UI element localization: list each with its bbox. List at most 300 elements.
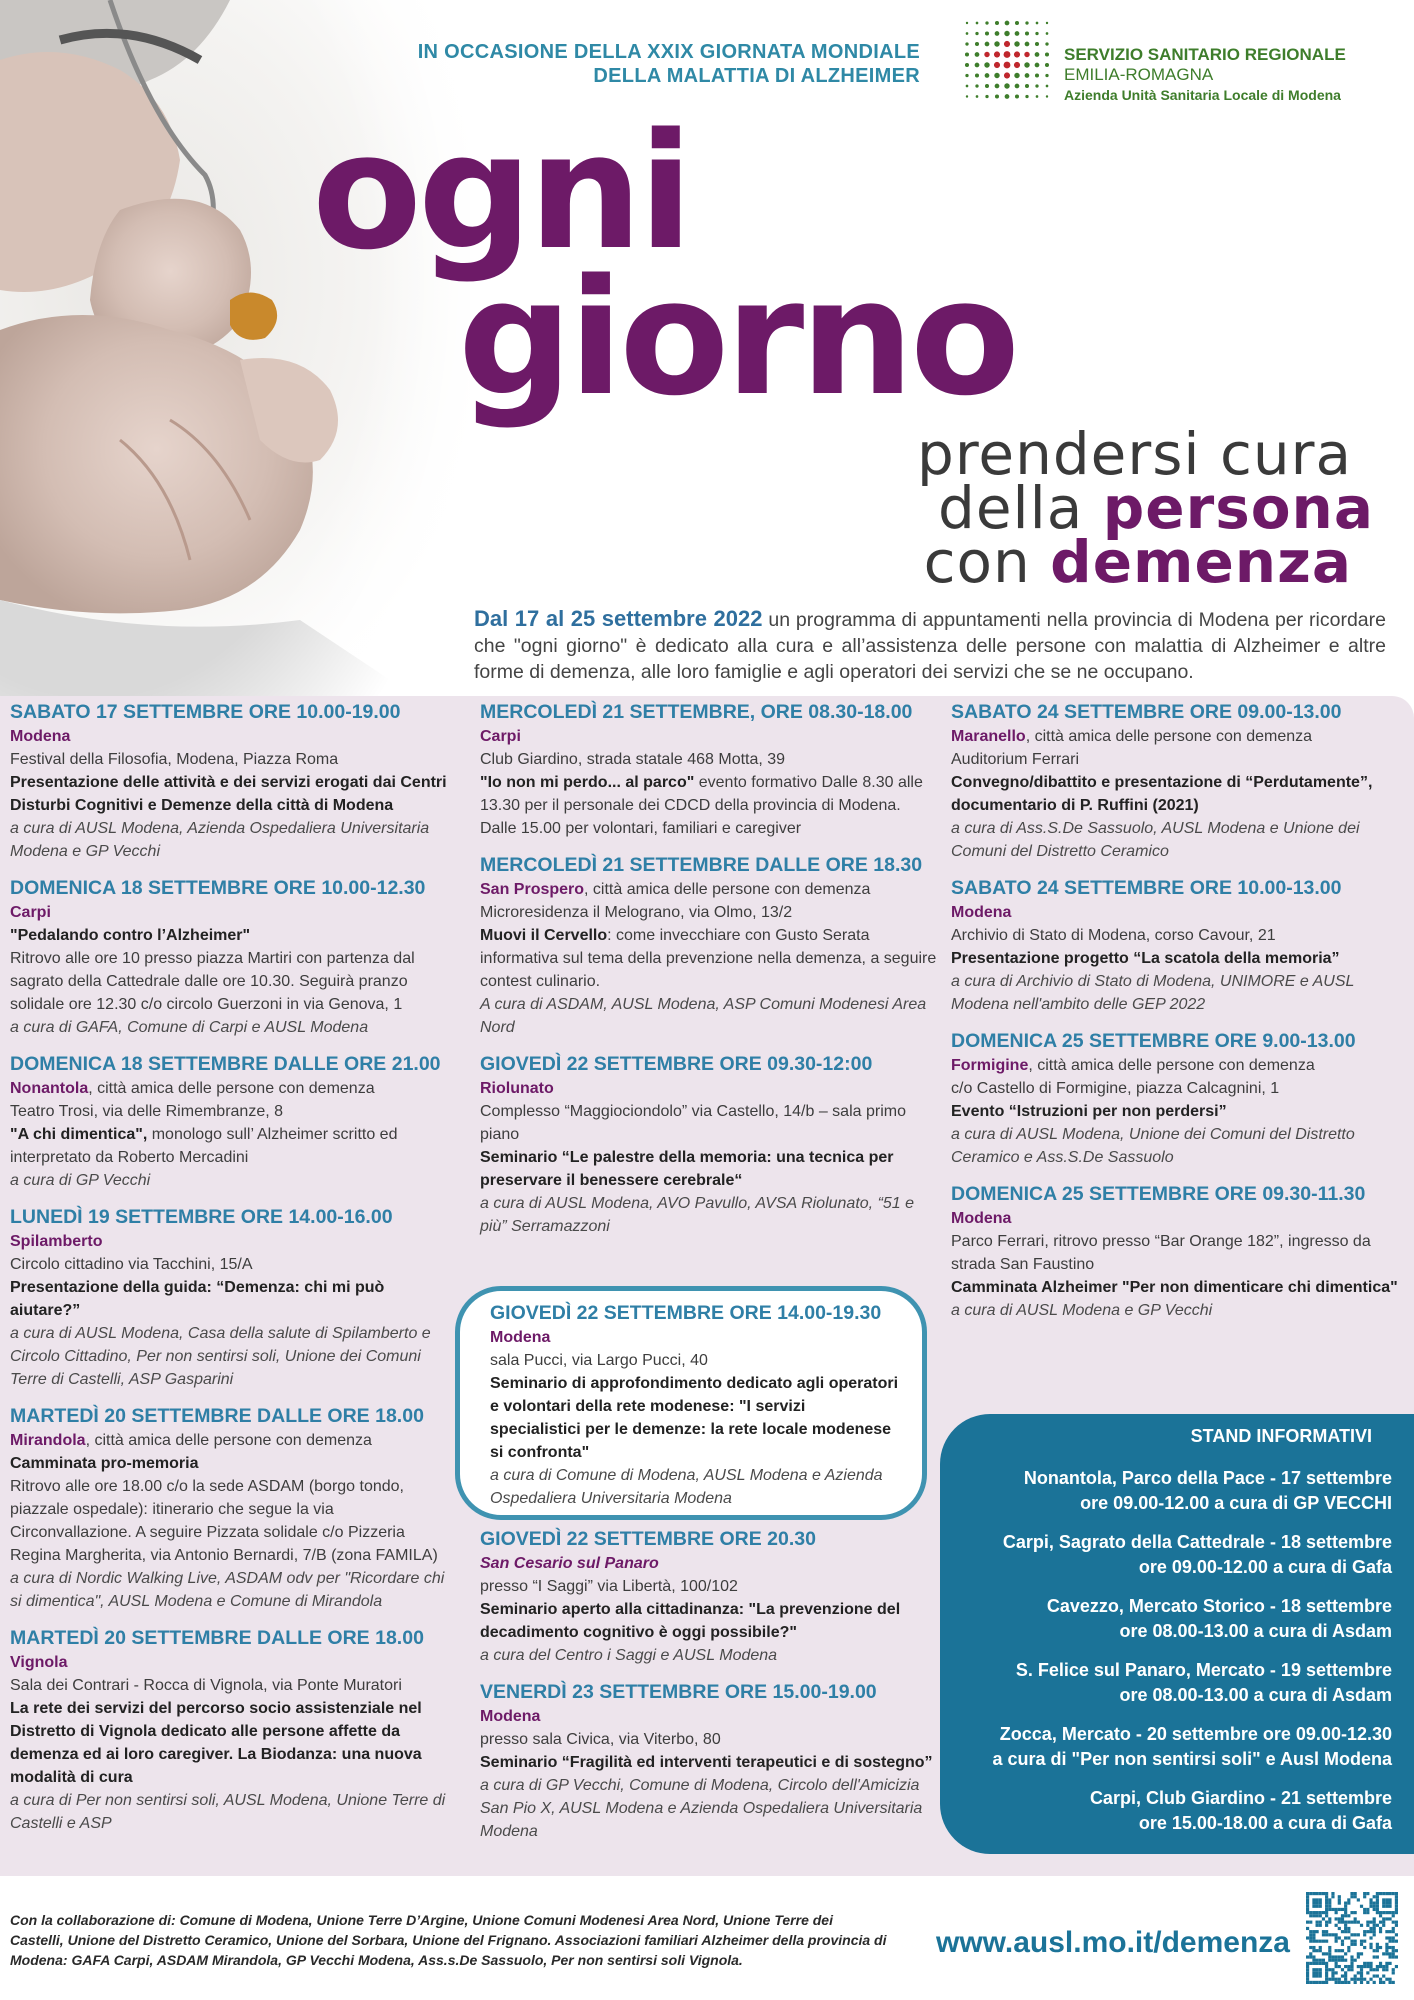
qr-module [1341,1959,1344,1962]
title-word-1: ogni [312,98,690,285]
qr-module [1379,1978,1382,1981]
qr-code-icon[interactable] [1306,1892,1398,1984]
qr-module [1335,1959,1338,1962]
qr-module [1312,1930,1315,1933]
event-body [480,1751,940,1774]
qr-module [1379,1927,1382,1930]
qr-module [1354,1911,1357,1914]
event-body [10,771,450,817]
logo-dot [1035,84,1038,87]
qr-module [1325,1952,1328,1955]
qr-module [1382,1892,1385,1895]
qr-module [1385,1892,1388,1895]
qr-module [1347,1927,1350,1930]
qr-module [1319,1949,1322,1952]
event-title: Evento “Istruzioni per non perdersi” [951,1103,1227,1120]
qr-module [1325,1940,1328,1943]
qr-module [1360,1952,1363,1955]
qr-module [1388,1892,1391,1895]
event-body [10,1123,450,1169]
logo-dot [1035,32,1038,35]
highlight-event-content [490,1301,900,1510]
qr-module [1312,1955,1315,1958]
qr-module [1338,1927,1341,1930]
qr-module [1325,1914,1328,1917]
event-town [480,1077,940,1100]
logo-dot [966,85,969,88]
qr-module [1335,1971,1338,1974]
qr-module [1392,1952,1395,1955]
qr-module [1344,1981,1347,1984]
qr-module [1385,1968,1388,1971]
event-item [10,1205,450,1391]
qr-module [1376,1902,1379,1905]
website-link[interactable]: www.ausl.mo.it/demenza [936,1926,1290,1959]
logo-dot [1046,22,1048,24]
qr-module [1319,1968,1322,1971]
logo-dot [975,84,978,87]
qr-module [1379,1892,1382,1895]
qr-module [1341,1955,1344,1958]
logo-dot [1025,21,1028,24]
stand-line-1: Zocca, Mercato - 20 settembre ore 09.00-12.30 [999,1724,1392,1744]
qr-module [1312,1962,1315,1965]
qr-module [1306,1974,1309,1977]
qr-module [1392,1940,1395,1943]
qr-module [1335,1933,1338,1936]
qr-module [1395,1898,1398,1901]
qr-module [1347,1921,1350,1924]
qr-module [1363,1895,1366,1898]
event-body [10,1276,450,1322]
qr-module [1312,1959,1315,1962]
qr-module [1354,1895,1357,1898]
qr-module [1316,1949,1319,1952]
logo-dot [965,42,968,45]
qr-module [1373,1949,1376,1952]
logo-dot [1005,94,1010,99]
qr-module [1385,1949,1388,1952]
qr-module [1319,1940,1322,1943]
event-title: Presentazione progetto “La scatola della memoria” [951,950,1340,967]
qr-module [1341,1949,1344,1952]
event-date: GIOVEDÌ 22 SETTEMBRE ORE 14.00-19.30 [490,1302,882,1324]
qr-module [1316,1930,1319,1933]
qr-module [1341,1914,1344,1917]
stand-item [960,1786,1392,1836]
event-organizers: a cura di AUSL Modena e GP Vecchi [951,1302,1213,1319]
qr-module [1376,1965,1379,1968]
qr-module [1319,1971,1322,1974]
event-date: DOMENICA 18 SETTEMBRE DALLE ORE 21.00 [10,1053,441,1075]
logo-dot [984,62,989,67]
qr-module [1309,1940,1312,1943]
event-town-name: Formigine [951,1057,1029,1074]
event-place: Circolo cittadino via Tacchini, 15/A [10,1256,253,1273]
logo-dot [1014,73,1019,78]
qr-module [1331,1968,1334,1971]
subtitle-line-2-plain: della [938,474,1103,542]
qr-module [1379,1914,1382,1917]
qr-module [1382,1917,1385,1920]
logo-dot [1004,62,1011,69]
qr-module [1344,1936,1347,1939]
qr-module [1319,1981,1322,1984]
qr-module [1373,1902,1376,1905]
logo-dot [984,52,989,57]
qr-module [1376,1949,1379,1952]
logo-dot [966,22,968,24]
qr-module [1322,1892,1325,1895]
qr-module [1319,1959,1322,1962]
qr-module [1344,1914,1347,1917]
qr-module [1306,1892,1309,1895]
events-column-2-bottom [480,1527,940,1856]
stand-item [960,1722,1392,1772]
qr-module [1350,1943,1353,1946]
qr-module [1354,1981,1357,1984]
qr-module [1328,1968,1331,1971]
qr-module [1382,1968,1385,1971]
qr-module [1376,1898,1379,1901]
qr-module [1363,1940,1366,1943]
logo-dot [994,62,1000,68]
event-town [10,725,450,748]
qr-module [1369,1968,1372,1971]
logo-dot [985,84,989,88]
event-town-name: Vignola [10,1654,68,1671]
qr-module [1341,1917,1344,1920]
event-organizers: a cura di AUSL Modena, Unione dei Comuni del Distretto Ceramico e Ass.S.De Sassuolo [951,1126,1355,1166]
qr-module [1369,1965,1372,1968]
qr-module [1335,1908,1338,1911]
qr-module [1382,1902,1385,1905]
logo-dot [1025,73,1030,78]
qr-module [1306,1927,1309,1930]
qr-module [1347,1902,1350,1905]
qr-module [1388,1955,1391,1958]
logo-dot [965,52,969,56]
qr-module [1395,1933,1398,1936]
qr-module [1354,1959,1357,1962]
qr-module [1328,1908,1331,1911]
qr-module [1366,1908,1369,1911]
qr-module [1382,1965,1385,1968]
event-town [480,878,940,901]
logo-dot [1004,51,1011,58]
qr-module [1373,1955,1376,1958]
event-item [480,1052,940,1238]
qr-module [1344,1959,1347,1962]
qr-module [1312,1946,1315,1949]
qr-module [1325,1971,1328,1974]
logo-dot [995,84,1000,89]
event-town-name: Modena [480,1708,541,1725]
event-item [480,1680,940,1843]
qr-module [1328,1898,1331,1901]
stand-line-2: ore 09.00-12.00 a cura di GP VECCHI [1080,1493,1392,1513]
qr-module [1366,1924,1369,1927]
event-place: Teatro Trosi, via delle Rimembranze, 8 [10,1103,283,1120]
logo-dot [985,95,988,98]
event-organizers: a cura di AUSL Modena, Casa della salute di Spilamberto e Circolo Cittadino, Per non sentirsi soli, Unione dei Comuni Terre di Castelli, ASP Gasparini [10,1325,431,1388]
subtitle-line-2-bold: persona [1102,474,1374,542]
qr-module [1395,1965,1398,1968]
event-date: MERCOLEDÌ 21 SETTEMBRE DALLE ORE 18.30 [480,854,923,876]
event-body [480,1146,940,1192]
qr-module [1344,1971,1347,1974]
intro-date: Dal 17 al 25 settembre 2022 [474,606,763,631]
qr-module [1363,1892,1366,1895]
event-body [10,1697,450,1789]
logo-dot [965,63,969,67]
qr-module [1319,1892,1322,1895]
qr-module [1344,1921,1347,1924]
event-title: La rete dei servizi del percorso socio assistenziale nel Distretto di Vignola dedicato alle persone affette da demenza ed ai loro caregiver. La Biodanza: una nuova modalità di cura [10,1700,422,1786]
logo-line-3: Azienda Unità Sanitaria Locale di Modena [1064,87,1341,103]
qr-module [1322,1962,1325,1965]
event-body [951,771,1411,817]
event-organizers: a cura di Nordic Walking Live, ASDAM odv per "Ricordare chi si dimentica", AUSL Modena e Comune di Mirandola [10,1570,445,1610]
qr-module [1385,1902,1388,1905]
qr-module [1344,1924,1347,1927]
qr-module [1316,1971,1319,1974]
qr-module [1350,1965,1353,1968]
qr-module [1354,1974,1357,1977]
qr-module [1338,1902,1341,1905]
qr-module [1316,1914,1319,1917]
events-column-1 [10,700,450,1848]
qr-module [1395,1940,1398,1943]
event-town [951,1207,1411,1230]
qr-module [1335,1924,1338,1927]
stand-item [960,1466,1392,1516]
event-place: sala Pucci, via Largo Pucci, 40 [490,1352,708,1369]
qr-module [1306,1911,1309,1914]
qr-module [1325,1933,1328,1936]
qr-module [1357,1933,1360,1936]
qr-module [1309,1936,1312,1939]
logo-dot [1036,22,1039,25]
event-body [480,771,940,840]
event-body [480,924,940,993]
qr-module [1369,1936,1372,1939]
qr-module [1344,1952,1347,1955]
event-date: SABATO 17 SETTEMBRE ORE 10.00-19.00 [10,701,401,723]
qr-module [1331,1895,1334,1898]
qr-module [1382,1924,1385,1927]
occasion-line-1: IN OCCASIONE DELLA XXIX GIORNATA MONDIALE [417,41,920,63]
qr-module [1344,1905,1347,1908]
event-body [951,1276,1411,1299]
qr-module [1392,1971,1395,1974]
qr-module [1328,1955,1331,1958]
event-town [10,1429,450,1452]
event-place: Microresidenza il Melograno, via Olmo, 13/2 [480,904,793,921]
qr-module [1385,1962,1388,1965]
qr-module [1319,1914,1322,1917]
qr-module [1360,1905,1363,1908]
event-place: Sala dei Contrari - Rocca di Vignola, via Ponte Muratori [10,1677,402,1694]
qr-module [1382,1981,1385,1984]
qr-module [1366,1962,1369,1965]
qr-module [1319,1911,1322,1914]
qr-module [1309,1930,1312,1933]
logo-dot [1015,84,1020,89]
qr-module [1369,1930,1372,1933]
qr-module [1306,1981,1309,1984]
logo-dot [994,51,1000,57]
stand-line-2: ore 15.00-18.00 a cura di Gafa [1138,1813,1392,1833]
qr-module [1335,1981,1338,1984]
qr-module [1316,1898,1319,1901]
qr-module [1312,1892,1315,1895]
logo-dot [1046,85,1049,88]
qr-module [1385,1930,1388,1933]
qr-module [1363,1908,1366,1911]
logo-dot [994,41,999,46]
qr-module [1331,1908,1334,1911]
qr-module [1376,1908,1379,1911]
qr-module [1335,1965,1338,1968]
qr-module [1306,1971,1309,1974]
qr-module [1388,1962,1391,1965]
qr-module [1316,1959,1319,1962]
qr-module [1309,1921,1312,1924]
qr-module [1341,1968,1344,1971]
qr-module [1344,1927,1347,1930]
event-place: Club Giardino, strada statale 468 Motta, 39 [480,751,786,768]
qr-module [1335,1911,1338,1914]
qr-module [1369,1921,1372,1924]
qr-module [1395,1955,1398,1958]
qr-module [1392,1930,1395,1933]
qr-module [1376,1905,1379,1908]
logo-dot [1025,31,1029,35]
event-town [480,725,940,748]
event-item [480,1527,940,1667]
qr-module [1395,1905,1398,1908]
qr-module [1322,1933,1325,1936]
event-town-name: Maranello [951,728,1026,745]
qr-module [1360,1981,1363,1984]
qr-module [1325,1981,1328,1984]
event-town-name: Mirandola [10,1432,86,1449]
qr-module [1325,1930,1328,1933]
qr-module [1360,1940,1363,1943]
event-item [10,700,450,863]
qr-module [1338,1981,1341,1984]
qr-module [1363,1933,1366,1936]
events-column-2-top [480,700,940,1251]
logo-dot [985,31,989,35]
logo-dot [1015,31,1020,36]
event-town [10,1230,450,1253]
event-town-name: Spilamberto [10,1233,103,1250]
intro-paragraph [474,606,1386,685]
logo-dot [1004,41,1010,47]
event-town-name: Nonantola [10,1080,89,1097]
event-place: Complesso “Maggiociondolo” via Castello, 14/b – sala primo piano [480,1103,906,1143]
qr-module [1322,1930,1325,1933]
logo-dot [975,52,980,57]
stand-item [960,1594,1392,1644]
qr-module [1385,1905,1388,1908]
logo-dot [985,42,990,47]
qr-module [1392,1914,1395,1917]
qr-module [1360,1974,1363,1977]
event-title: Seminario “Fragilità ed interventi terapeutici e di sostegno” [480,1754,933,1771]
logo-dot [1045,42,1048,45]
qr-module [1344,1978,1347,1981]
stand-line-1: Carpi, Club Giardino - 21 settembre [1089,1788,1392,1808]
qr-module [1392,1921,1395,1924]
qr-module [1306,1921,1309,1924]
qr-module [1369,1946,1372,1949]
logo-dot [966,95,968,97]
qr-module [1376,1955,1379,1958]
qr-module [1335,1978,1338,1981]
event-title: Muovi il Cervello [480,927,608,944]
qr-module [1388,1946,1391,1949]
event-town [480,1705,940,1728]
logo-dot [975,32,978,35]
event-town-name: Carpi [10,904,51,921]
qr-module [1350,1955,1353,1958]
occasion-heading [320,40,920,88]
qr-module [1350,1895,1353,1898]
qr-module [1306,1965,1309,1968]
qr-module [1312,1914,1315,1917]
qr-module [1331,1959,1334,1962]
qr-module [1373,1917,1376,1920]
qr-module [1316,1968,1319,1971]
qr-module [1309,1981,1312,1984]
event-organizers: a cura di GP Vecchi [10,1172,151,1189]
logo-dot [1014,51,1020,57]
logo-dot [985,73,990,78]
qr-module [1388,1952,1391,1955]
event-town [951,1054,1411,1077]
qr-module [1328,1921,1331,1924]
qr-module [1373,1930,1376,1933]
qr-module [1357,1952,1360,1955]
qr-module [1319,1921,1322,1924]
event-town [10,1651,450,1674]
qr-module [1338,1921,1341,1924]
collaboration-note: Con la collaborazione di: Comune di Modena, Unione Terre D’Argine, Unione Comuni Modenesi Area Nord, Unione Terre dei Castelli, Unione del Distretto Ceramico, Unione del Sorbara, Unione del Frignano. Associazioni familiari Alzheimer della provincia di Modena: GAFA Carpi, ASDAM Mirandola, GP Vecchi Modena, Ass.s.De Sassuolo, Per non sentirsi soli Vignola. [10,1912,887,1968]
qr-module [1354,1921,1357,1924]
qr-module [1388,1902,1391,1905]
logo-dot [1046,95,1048,97]
event-town-name: Riolunato [480,1080,554,1097]
event-town-note: , città amica delle persone con demenza [1025,728,1313,745]
qr-module [1319,1902,1322,1905]
event-item [10,1052,450,1192]
qr-module [1376,1911,1379,1914]
qr-module [1363,1978,1366,1981]
qr-module [1357,1971,1360,1974]
qr-module [1306,1978,1309,1981]
qr-module [1379,1965,1382,1968]
qr-module [1395,1902,1398,1905]
qr-module [1344,1902,1347,1905]
qr-module [1328,1949,1331,1952]
qr-module [1325,1921,1328,1924]
qr-module [1357,1921,1360,1924]
qr-module [1369,1902,1372,1905]
qr-module [1338,1917,1341,1920]
